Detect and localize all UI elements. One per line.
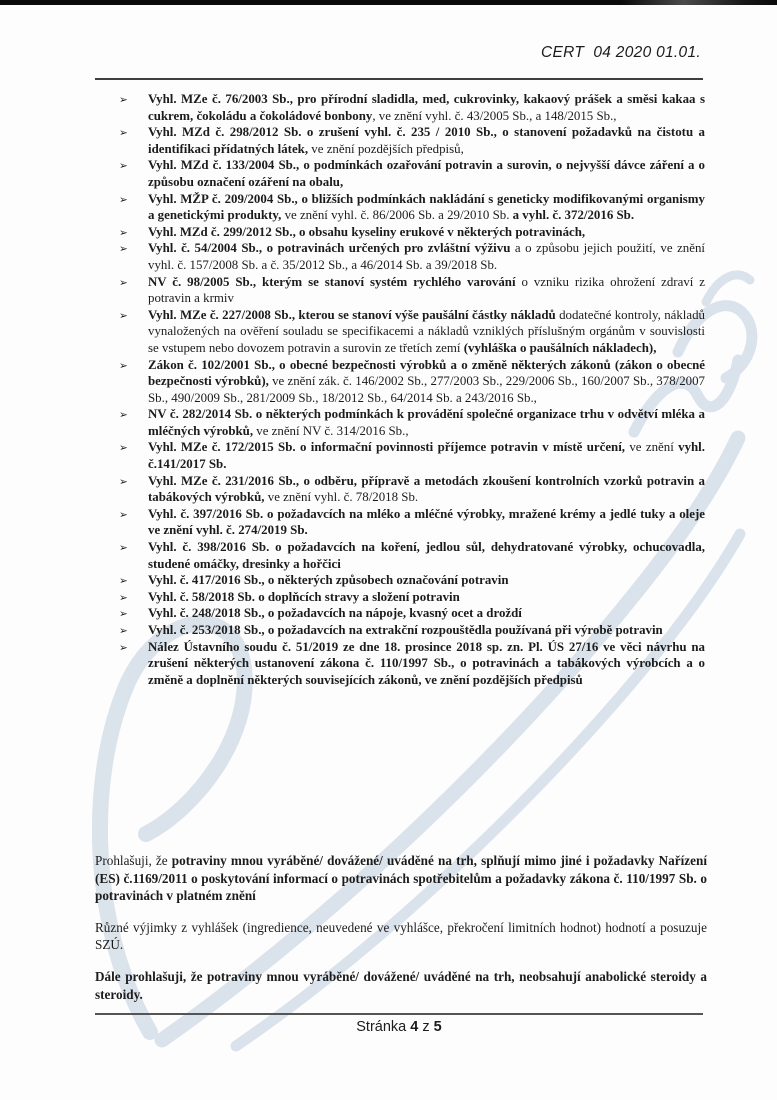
text-segment: 4: [410, 1019, 419, 1035]
text-segment: NV č. 282/2014 Sb. o některých podmínkách k provádění společné organizace trhu v odvětví mléka a mléčných výrobků,: [148, 407, 705, 438]
text-segment: Nález Ústavního soudu č. 51/2019 ze dne 18. prosince 2018 sp. zn. Pl. ÚS 27/16 ve věci návrhu na zrušení některých ustanovení zákona č. 110/1997 Sb., o potravinách a tabákových výrobcích a o změně a doplnění některých souvisejících zákonů, ve znění pozdějších předpisů: [148, 639, 705, 687]
arrow-bullet-icon: ➢: [119, 94, 128, 106]
list-item: [95, 572, 705, 589]
arrow-bullet-icon: ➢: [119, 575, 128, 588]
arrow-bullet-icon: ➢: [119, 641, 128, 654]
list-item-text: [148, 125, 705, 156]
text-segment: ve znění NV č. 314/2016 Sb.,: [253, 423, 409, 438]
list-item-text: [148, 573, 509, 587]
text-segment: Vyhl. MZe č. 231/2016 Sb., o odběru, přípravě a metodách zkoušení kontrolních vzorků potravin a tabákových výrobků,: [148, 473, 705, 505]
text-segment: a vyhl. č. 372/2016 Sb.: [512, 208, 635, 223]
text-segment: NV č. 98/2005 Sb., kterým se stanoví systém rychlého varování: [148, 274, 516, 289]
list-item-text: [148, 440, 705, 471]
arrow-bullet-icon: ➢: [119, 475, 128, 488]
text-segment: ve znění: [625, 440, 679, 455]
text-segment: Vyhl. MZd č. 298/2012 Sb. o zrušení vyhl. č. 235 / 2010 Sb., o stanovení požadavků na čistotu a identifikaci přídatných látek,: [148, 125, 705, 156]
footer-divider: [95, 1013, 703, 1015]
arrow-bullet-icon: ➢: [119, 226, 128, 239]
list-item: [95, 224, 705, 241]
list-item: [95, 439, 705, 472]
list-item-text: [148, 358, 705, 405]
list-item: [95, 274, 705, 307]
text-segment: dodatečné kontroly, nákladů vynaložených na ověření souladu se specifikacemi a nákladů vzniklých příslušným orgánům v souvislosti se vstupem nebo dovozem potravin a surovin ze třetích zemí: [148, 307, 705, 355]
list-item: [95, 539, 705, 572]
text-segment: ve znění vyhl. č. 78/2018 Sb.: [264, 490, 419, 505]
arrow-bullet-icon: ➢: [119, 625, 128, 637]
list-item-text: [148, 640, 705, 687]
text-segment: (vyhláška o paušálních nákladech),: [463, 340, 657, 355]
text-segment: ve znění vyhl. č. 86/2006 Sb. a 29/2010 Sb.: [281, 208, 513, 223]
text-segment: Zákon č. 102/2001 Sb., o obecné bezpečnosti výrobků a o změně některých zákonů (zákon o obecné bezpečnosti výrobků),: [148, 357, 705, 389]
regulation-list: [95, 91, 705, 688]
document-code: CERT 04 2020 01.01.: [541, 44, 701, 61]
scan-edge-artifact: [0, 0, 777, 5]
list-item-text: [148, 241, 705, 272]
arrow-bullet-icon: ➢: [119, 542, 128, 555]
text-segment: , ve znění vyhl. č. 43/2005 Sb., a 148/2015 Sb.,: [372, 108, 617, 123]
list-item: [95, 406, 705, 439]
watermark-stroke: [706, 275, 750, 302]
list-item: [95, 506, 705, 539]
list-item-text: [148, 606, 522, 620]
arrow-bullet-icon: ➢: [119, 193, 128, 206]
text-segment: Stránka: [356, 1019, 411, 1035]
text-segment: Vyhl. č. 54/2004 Sb., o potravinách určených pro zvláštní výživu: [148, 241, 511, 256]
text-segment: Vyhl. č. 417/2016 Sb., o některých způsobech označování potravin: [148, 573, 509, 588]
list-item-text: [148, 308, 705, 355]
list-item-text: [148, 474, 705, 505]
arrow-bullet-icon: ➢: [119, 309, 128, 322]
declaration-paragraphs: [95, 852, 707, 1003]
arrow-bullet-icon: ➢: [119, 127, 128, 140]
arrow-bullet-icon: ➢: [119, 591, 128, 604]
list-item-text: [148, 623, 663, 637]
arrow-bullet-icon: ➢: [119, 409, 128, 422]
list-item: [95, 307, 705, 357]
paragraph: [95, 919, 707, 954]
text-segment: Dále prohlašuji, že potraviny mnou vyráběné/ dovážené/ uváděné na trh, neobsahují anabolické steroidy a steroidy.: [95, 968, 707, 1002]
header-divider: [95, 78, 703, 80]
list-item-text: [148, 275, 705, 306]
text-segment: Různé výjimky z vyhlášek (ingredience, neuvedené ve vyhlášce, překročení limitních hodnot) hodnotí a posuzuje SZÚ.: [95, 919, 707, 953]
list-item-text: [148, 590, 460, 604]
arrow-bullet-icon: ➢: [119, 359, 128, 372]
text-segment: z: [418, 1019, 434, 1035]
list-item-text: [148, 92, 705, 123]
text-segment: Vyhl. MZd č. 299/2012 Sb., o obsahu kyseliny erukové v některých potravinách,: [148, 224, 586, 239]
arrow-bullet-icon: ➢: [119, 508, 128, 521]
list-item-text: [148, 225, 585, 239]
list-item: [95, 157, 705, 190]
text-segment: ve znění zák. č. 146/2002 Sb., 277/2003 Sb., 229/2006 Sb., 160/2007 Sb., 378/2007 Sb., 490/2009 Sb., 281/2009 Sb., 18/2012 Sb., 64/2014 Sb. a 243/2016 Sb.,: [148, 374, 705, 405]
text-segment: a o způsobu jejich použití, ve znění vyhl. č. 157/2008 Sb. a č. 35/2012 Sb., a 46/2014 Sb. a 39/2018 Sb.: [148, 241, 705, 272]
page-number: [95, 1019, 703, 1035]
list-item: [95, 240, 705, 273]
text-segment: Vyhl. č. 397/2016 Sb. o požadavcích na mléko a mléčné výrobky, mražené krémy a jedlé tuky a oleje ve znění vyhl. č. 274/2019 Sb.: [148, 506, 705, 538]
text-segment: Vyhl. č. 253/2018 Sb., o požadavcích na extrakční rozpouštědla používaná při výrobě potravin: [148, 623, 663, 637]
text-segment: Vyhl. č. 58/2018 Sb. o doplňcích stravy a složení potravin: [148, 589, 460, 604]
text-segment: Vyhl. MZd č. 133/2004 Sb., o podmínkách ozařování potravin a surovin, o nejvyšší dávce záření a o způsobu označení ozáření na obalu,: [148, 158, 705, 189]
text-segment: potraviny mnou vyráběné/ dovážené/ uváděné na trh, splňují mimo jiné i požadavky Nařízení (ES) č.1169/2011 o poskytování informací o potravinách spotřebitelům a požadavky zákona č. 110/1997 Sb. o potravinách v platném znění: [95, 853, 707, 904]
text-segment: Vyhl. MZe č. 227/2008 Sb., kterou se stanoví výše paušální částky nákladů: [148, 307, 556, 322]
text-segment: Vyhl. MZe č. 172/2015 Sb. o informační povinnosti příjemce potravin v místě určení,: [148, 440, 626, 455]
list-item-text: [148, 158, 705, 189]
list-item: [95, 622, 705, 639]
arrow-bullet-icon: ➢: [119, 276, 128, 289]
list-item: [95, 91, 705, 124]
arrow-bullet-icon: ➢: [119, 442, 128, 455]
text-segment: 5: [433, 1019, 442, 1035]
arrow-bullet-icon: ➢: [119, 243, 128, 256]
list-item-text: [148, 192, 705, 223]
text-segment: Prohlašuji, že: [95, 853, 172, 868]
list-item: [95, 124, 705, 157]
list-item: [95, 473, 705, 506]
text-segment: Vyhl. MŽP č. 209/2004 Sb., o bližších podmínkách nakládání s geneticky modifikovanými organismy a genetickými produkty,: [148, 191, 705, 223]
list-item: [95, 605, 705, 622]
list-item: [95, 191, 705, 224]
list-item-text: [148, 407, 705, 438]
list-item-text: [148, 507, 705, 538]
text-segment: o vzniku rizika ohrožení zdraví z potravin a krmiv: [148, 274, 705, 306]
paragraph: [95, 968, 707, 1003]
arrow-bullet-icon: ➢: [119, 160, 128, 173]
list-item: [95, 357, 705, 407]
text-segment: Vyhl. č. 398/2016 Sb. o požadavcích na koření, jedlou sůl, dehydratované výrobky, ochucovadla, studené omáčky, dresinky a hořčici: [148, 540, 705, 571]
paragraph: [95, 852, 707, 905]
list-item: [95, 589, 705, 606]
list-item-text: [148, 540, 705, 571]
text-segment: vyhl. č.141/2017 Sb.: [148, 440, 705, 472]
text-segment: ve znění pozdějších předpisů,: [308, 141, 464, 156]
text-segment: Vyhl. č. 248/2018 Sb., o požadavcích na nápoje, kvasný ocet a droždí: [148, 606, 522, 621]
arrow-bullet-icon: ➢: [119, 608, 128, 621]
list-item: [95, 639, 705, 689]
text-segment: Vyhl. MZe č. 76/2003 Sb., pro přírodní sladidla, med, cukrovinky, kakaový prášek a směsi kakaa s cukrem, čokoládu a čokoládové bonbony: [148, 92, 705, 123]
